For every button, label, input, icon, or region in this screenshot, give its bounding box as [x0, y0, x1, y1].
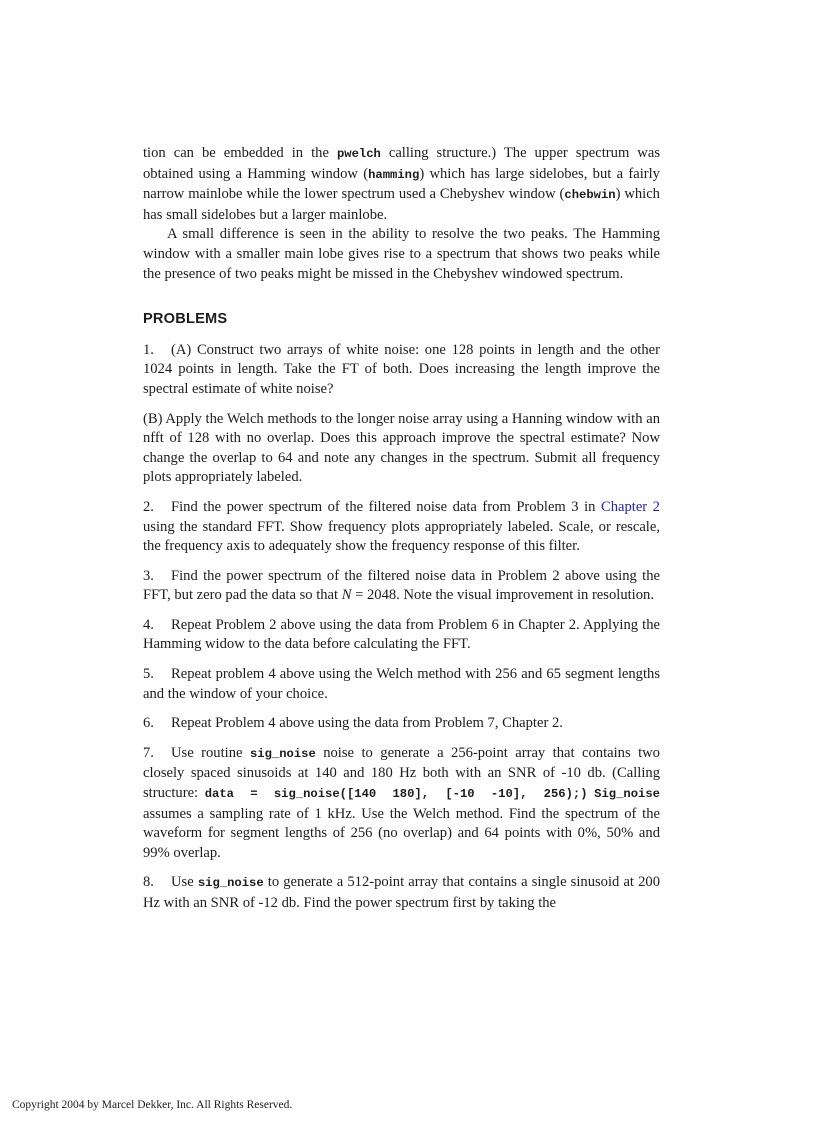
problem-3 [143, 567, 660, 606]
problem-text: assumes a sampling rate of 1 kHz. Use the Welch method. Find the spectrum of the waveform for segment lengths of 256 (no overlap) and 64 points with 0%, 50% and 99% overlap. [143, 805, 660, 861]
problem-number: 2. [143, 498, 154, 515]
problem-6 [143, 714, 660, 734]
code-sig-noise: sig_noise [197, 876, 264, 891]
code-calling-structure: data = sig_noise([140 180], [-10 -10], 256);) [204, 787, 588, 802]
problem-8 [143, 873, 660, 913]
code-hamming: hamming [368, 167, 420, 182]
problem-1 [143, 341, 660, 400]
problem-number: 4. [143, 616, 154, 633]
problem-1b: (B) Apply the Welch methods to the longer noise array using a Hanning window with an nfft of 128 with no overlap. Does this approach improve the spectral estimate? Now change the overlap to 64 and note any changes in the spectrum. Submit all frequency plots appropriately labeled. [143, 410, 660, 486]
problem-number: 3. [143, 567, 154, 584]
problem-number: 8. [143, 874, 154, 891]
problem-text: = 2048. Note the visual improvement in resolution. [351, 587, 654, 604]
problem-text: Find the power spectrum of the filtered noise data in Problem 2 above using the FFT, but zero pad the data so that [143, 567, 660, 604]
problem-number: 7. [143, 744, 154, 761]
problem-text: Repeat problem 4 above using the Welch method with 256 and 65 segment lengths and the window of your choice. [143, 666, 660, 702]
problem-text: Find the power spectrum of the filtered noise data from Problem 3 in [171, 498, 601, 515]
code-sig-noise: sig_noise [249, 746, 316, 761]
code-chebwin: chebwin [564, 188, 616, 203]
problem-text: noise to generate a 256-point array that contains two closely spaced sinusoids at 140 and 180 Hz both with an SNR of -10 db. (Calling structure: [143, 744, 660, 802]
intro-paragraph-1 [143, 144, 660, 225]
problem-text: Use routine [171, 744, 250, 761]
problem-number: 1. [143, 341, 154, 358]
problem-7 [143, 744, 660, 864]
page-body [143, 144, 660, 924]
code-pwelch: pwelch [336, 147, 381, 161]
text: ) which has small sidelobes but a larger mainlobe. [143, 186, 660, 223]
section-heading: PROBLEMS [143, 311, 228, 328]
problem-text: Repeat Problem 2 above using the data from Problem 6 in Chapter 2. Applying the Hamming widow to the data before calculating the FFT. [143, 616, 660, 653]
problem-number: 5. [143, 666, 154, 683]
problem-2 [143, 498, 660, 557]
chapter-2-link[interactable]: Chapter 2 [600, 498, 660, 515]
text: calling structure.) The upper spectrum was obtained using a Hamming window ( [143, 145, 660, 182]
problem-number: 6. [143, 715, 154, 732]
code-sig-noise-capital: Sig_noise [594, 787, 660, 802]
problem-text: Repeat Problem 4 above using the data from Problem 7, Chapter 2. [171, 715, 563, 732]
intro-paragraph-2: A small difference is seen in the ability to resolve the two peaks. The Hamming window with a smaller main lobe gives rise to a spectrum that shows two peaks while the presence of two peaks might be missed in the Chebyshev windowed spectrum. [143, 226, 660, 282]
problem-4 [143, 616, 660, 655]
text: ) which has large sidelobes, but a fairly narrow mainlobe while the lower spectrum used a Chebyshev window ( [143, 165, 660, 203]
text: tion can be embedded in the [143, 145, 337, 161]
problem-text: to generate a 512-point array that contains a single sinusoid at 200 Hz with an SNR of -12 db. Find the power spectrum first by taking the [143, 874, 660, 911]
problem-text: using the standard FFT. Show frequency plots appropriately labeled. Scale, or rescale, the frequency axis to adequately show the frequency response of this filter. [143, 518, 660, 555]
problem-5 [143, 665, 660, 704]
variable-n: N [341, 587, 352, 604]
copyright-footer: Copyright 2004 by Marcel Dekker, Inc. All Rights Reserved. [12, 1099, 293, 1111]
problem-text: (A) Construct two arrays of white noise: one 128 points in length and the other 1024 points in length. Take the FT of both. Does increasing the length improve the spectral estimate of white noise? [143, 341, 660, 397]
problem-text: Use [171, 874, 198, 891]
